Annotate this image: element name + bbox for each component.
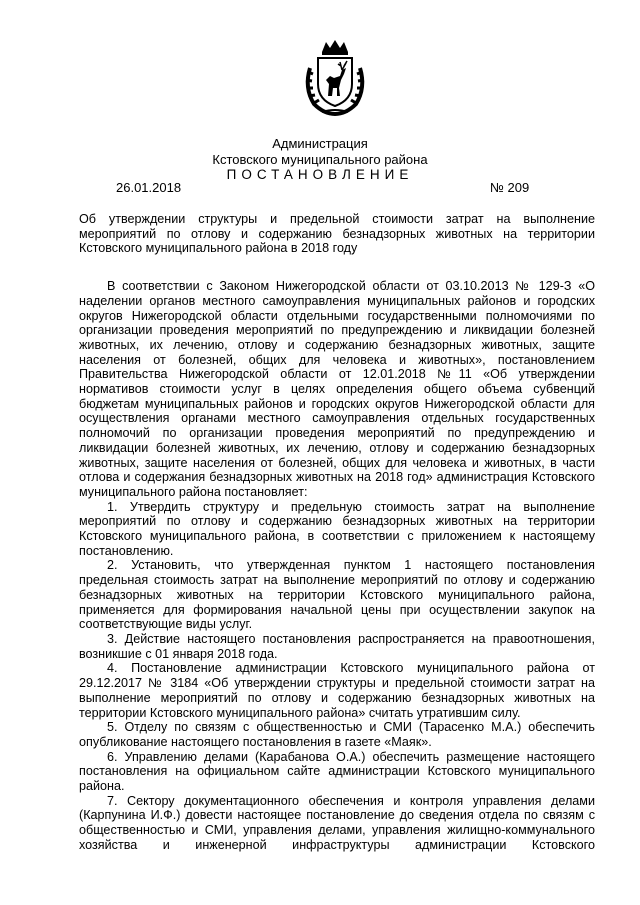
item-3-paragraph: 3. Действие настоящего постановления распространяется на правоотношения, возникшие с 01 января 2018 года.: [79, 631, 595, 661]
item-6-paragraph: 6. Управлению делами (Карабанова О.А.) обеспечить размещение настоящего постановления на официальном сайте администрации Кстовского муниципального района.: [79, 749, 595, 794]
document-type-title: ПОСТАНОВЛЕНИЕ: [226, 167, 414, 182]
item-4-paragraph: 4. Постановление администрации Кстовского муниципального района от 29.12.2017 № 3184 «Об утверждении структуры и предельной стоимости затрат на выполнение мероприятий по отлову и содержанию безнадзорных животных на территории Кстовского муниципального района» считать утратившим силу.: [79, 661, 595, 720]
item-1-paragraph: 1. Утвердить структуру и предельную стоимость затрат на выполнение мероприятий по отлову и содержанию безнадзорных животных на территории Кстовского муниципального района, в соответствии с приложением к настоящему постановлению.: [79, 499, 595, 558]
document-body: [79, 212, 595, 853]
item-2-paragraph: 2. Установить, что утвержденная пунктом 1 настоящего постановления предельная стоимость затрат на выполнение мероприятий по отлову и содержанию безнадзорных животных на территории Кстовского муниципального района, применяется для формирования начальной цены при осуществлении закупок на соответствующие виды услуг.: [79, 558, 595, 632]
district-label: Кстовского муниципального района: [212, 152, 428, 167]
document-subject: Об утверждении структуры и предельной стоимости затрат на выполнение мероприятий по отлову и содержанию безнадзорных животных на территории Кстовского муниципального района в 2018 году: [79, 212, 595, 256]
item-5-paragraph: 5. Отделу по связям с общественностью и СМИ (Тарасенко М.А.) обеспечить опубликование настоящего постановления в газете «Маяк».: [79, 720, 595, 749]
document-number: № 209: [490, 180, 530, 195]
coat-of-arms-icon: [300, 38, 370, 118]
document-date: 26.01.2018: [116, 180, 182, 195]
administration-label: Администрация: [272, 136, 368, 151]
preamble-paragraph: В соответствии с Законом Нижегородской области от 03.10.2013 № 129-З «О наделении органов местного самоуправления муниципальных районов и городских округов Нижегородской области отдельными государственными полномочиями по организации проведения мероприятий по предупреждению и ликвидации болезней животных, их лечению, отлову и содержанию безнадзорных животных, защите населения от болезней, общих для человека и животных», постановлением Правительства Нижегородской области от 12.01.2018 №11 «Об утверждении нормативов стоимости услуг в целях определения общего объема субвенций бюджетам муниципальных районов и городских округов Нижегородской области для осуществления органами местного самоуправления отдельных государственных полномочий по организации проведения мероприятий по предупреждению и ликвидации болезней животных, их лечению, отлову и содержанию безнадзорных животных, защите населения от болезней, общих для человека и животных, в части отлова и содержания безнадзорных животных на 2018 год» администрация Кстовского муниципального района постановляет:: [79, 279, 595, 499]
item-7-paragraph: 7. Сектору документационного обеспечения и контроля управления делами (Карпунина И.Ф.) довести настоящее постановление до сведения отдела по связям с общественностью и СМИ, управления делами, управления жилищно-коммунального хозяйства и инженерной инфраструктуры администрации Кстовского: [79, 793, 595, 852]
